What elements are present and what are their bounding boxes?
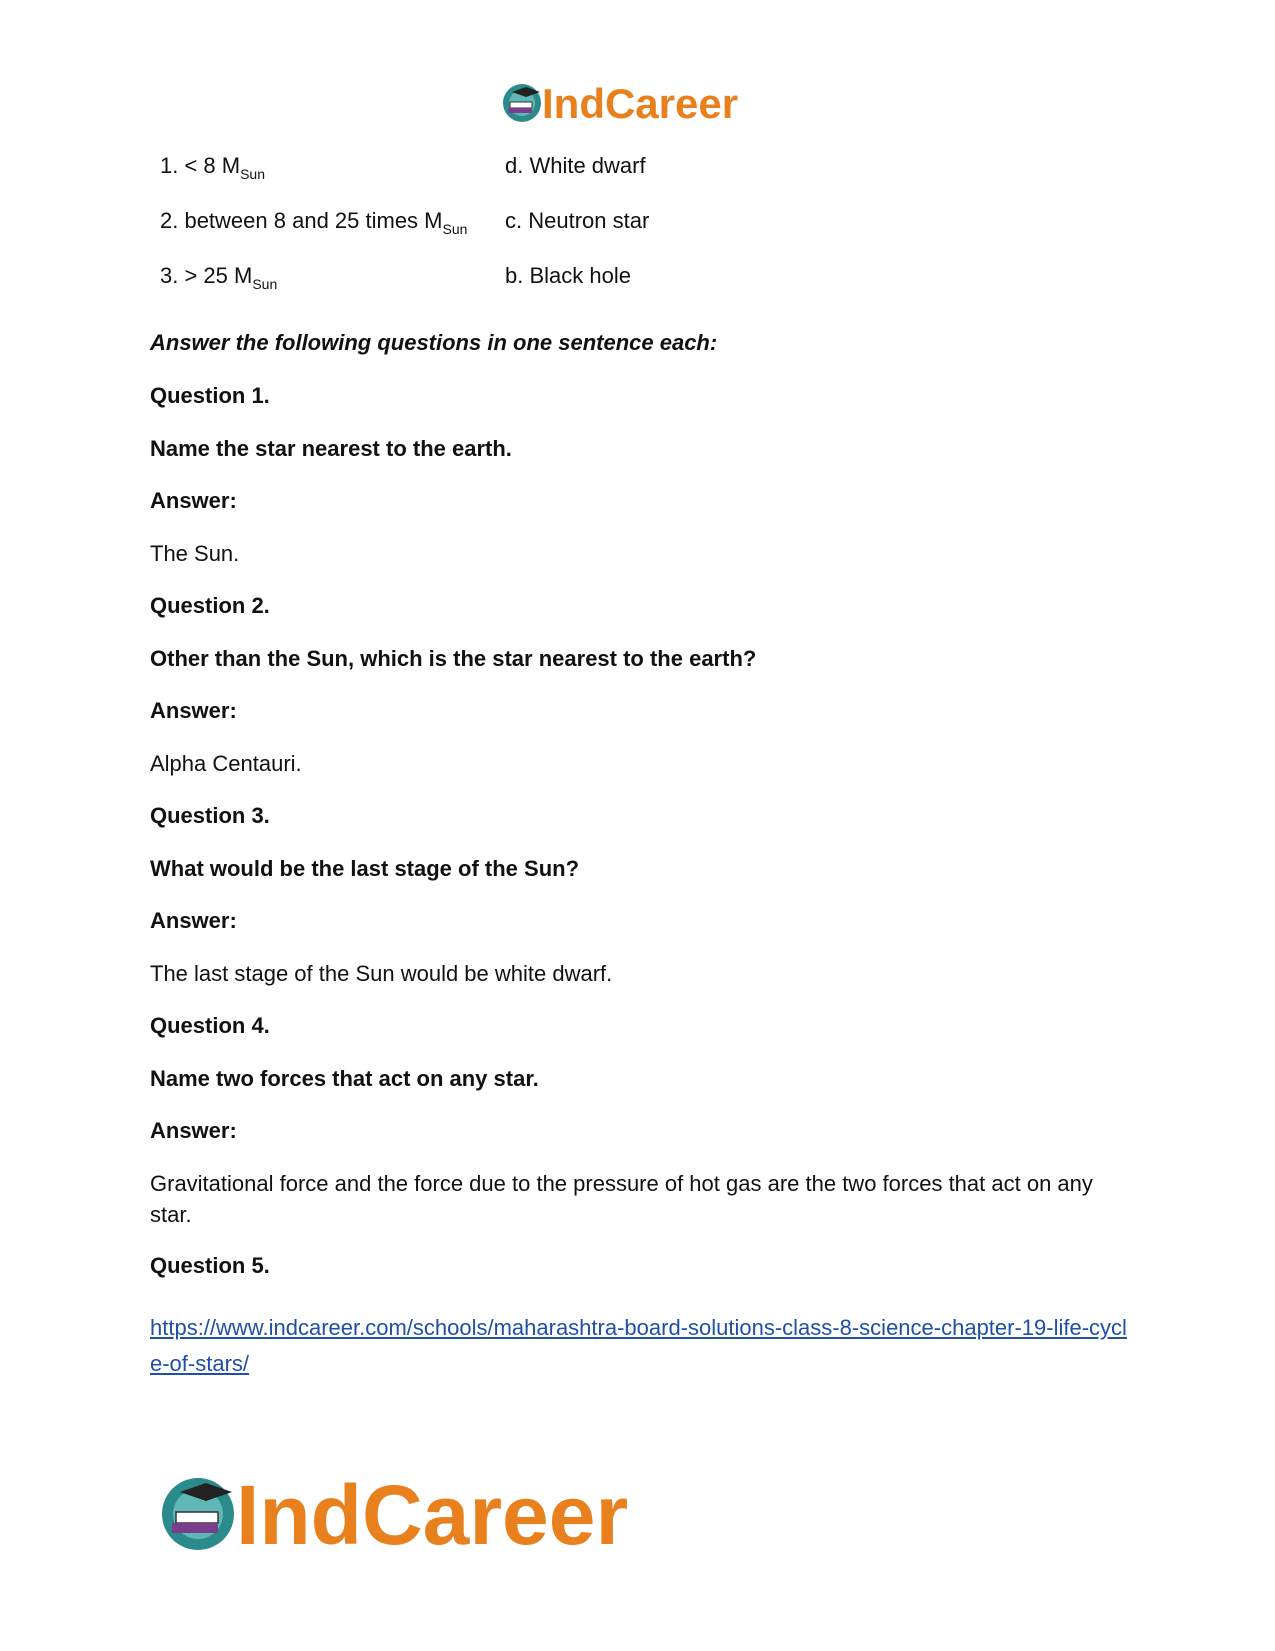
question-3-text: What would be the last stage of the Sun? — [150, 856, 580, 881]
question-3-label: Question 3. — [150, 803, 270, 828]
answer-3-text: The last stage of the Sun would be white dwarf. — [150, 961, 613, 986]
question-2-label: Question 2. — [150, 593, 270, 618]
answer-2-text: Alpha Centauri. — [150, 751, 302, 776]
answer-1-label: Answer: — [150, 488, 237, 513]
answer-4-label: Answer: — [150, 1118, 237, 1143]
answer-1-text: The Sun. — [150, 541, 240, 566]
match-right-1: d. White dwarf — [505, 153, 646, 178]
logo-text: IndCareer — [542, 80, 739, 127]
match-right-2: c. Neutron star — [505, 208, 650, 233]
instruction-heading: Answer the following questions in one sentence each: — [150, 330, 718, 355]
answer-4-text: Gravitational force and the force due to the pressure of hot gas are the two forces that act on any star. — [150, 1171, 1093, 1227]
match-left-1: 1. < 8 $M_{Sun}$ — [160, 153, 266, 182]
question-1-label: Question 1. — [150, 383, 270, 408]
match-right-3: b. Black hole — [505, 263, 631, 288]
source-url-link[interactable]: https://www.indcareer.com/schools/maharashtra-board-solutions-class-8-science-chapter-19-life-cycle-of-stars/ — [150, 1315, 1127, 1376]
answer-3-label: Answer: — [150, 908, 237, 933]
question-5-label: Question 5. — [150, 1253, 270, 1278]
indcareer-logo-top — [500, 78, 770, 128]
question-4-label: Question 4. — [150, 1013, 270, 1038]
question-4-text: Name two forces that act on any star. — [150, 1066, 539, 1091]
question-2-text: Other than the Sun, which is the star nearest to the earth? — [150, 646, 757, 671]
answer-2-label: Answer: — [150, 698, 237, 723]
question-1-text: Name the star nearest to the earth. — [150, 436, 512, 461]
logo-text: IndCareer — [236, 1468, 629, 1562]
match-left-2: 2. between 8 and 25 times $M_{Sun}$ — [160, 208, 468, 237]
indcareer-logo-bottom — [160, 1466, 700, 1562]
match-left-3: 3. > 25 $M_{Sun}$ — [160, 263, 278, 292]
